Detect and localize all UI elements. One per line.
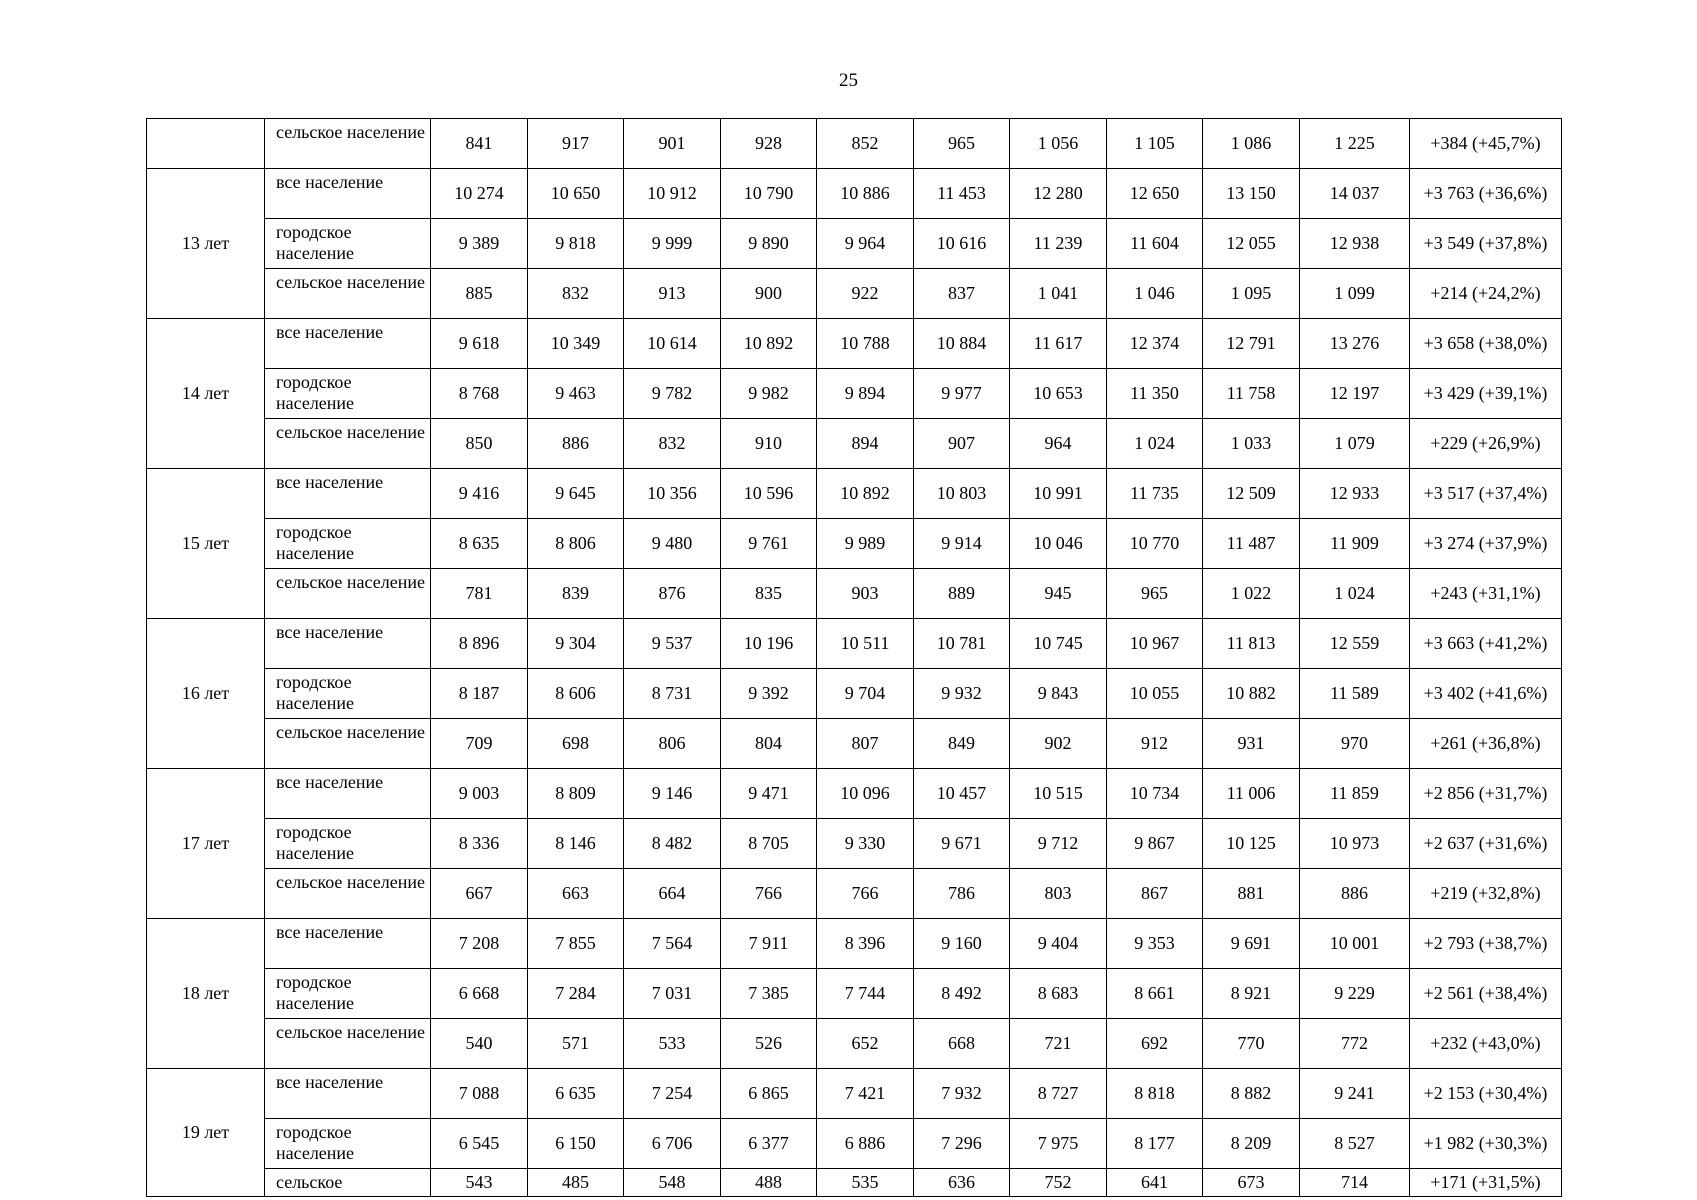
value-cell: 876: [624, 569, 721, 619]
value-cell: 11 604: [1107, 219, 1203, 269]
value-cell: 928: [721, 119, 817, 169]
value-cell: 13 276: [1300, 319, 1410, 369]
value-cell: 902: [1010, 719, 1107, 769]
value-cell: 10 745: [1010, 619, 1107, 669]
change-cell: +261 (+36,8%): [1410, 719, 1562, 769]
value-cell: 9 761: [721, 519, 817, 569]
value-cell: 9 691: [1203, 919, 1300, 969]
change-cell: +3 517 (+37,4%): [1410, 469, 1562, 519]
value-cell: 8 768: [431, 369, 528, 419]
value-cell: 9 704: [817, 669, 914, 719]
value-cell: 7 744: [817, 969, 914, 1019]
value-cell: 12 509: [1203, 469, 1300, 519]
value-cell: 907: [914, 419, 1010, 469]
value-cell: 766: [721, 869, 817, 919]
value-cell: 9 537: [624, 619, 721, 669]
table-row: [147, 669, 1562, 719]
value-cell: 11 006: [1203, 769, 1300, 819]
value-cell: 8 727: [1010, 1069, 1107, 1119]
value-cell: 540: [431, 1019, 528, 1069]
value-cell: 7 031: [624, 969, 721, 1019]
value-cell: 8 146: [528, 819, 624, 869]
population-type-cell: все население: [265, 919, 431, 969]
value-cell: 692: [1107, 1019, 1203, 1069]
value-cell: 10 788: [817, 319, 914, 369]
population-type-cell: городское население: [265, 669, 431, 719]
table-row: [147, 1119, 1562, 1169]
value-cell: 10 991: [1010, 469, 1107, 519]
value-cell: 9 304: [528, 619, 624, 669]
table-row: [147, 119, 1562, 169]
value-cell: 781: [431, 569, 528, 619]
table-row: [147, 1019, 1562, 1069]
value-cell: 12 650: [1107, 169, 1203, 219]
change-cell: +171 (+31,5%): [1410, 1169, 1562, 1197]
value-cell: 10 653: [1010, 369, 1107, 419]
population-type-cell: сельское население: [265, 569, 431, 619]
value-cell: 8 336: [431, 819, 528, 869]
value-cell: 10 967: [1107, 619, 1203, 669]
value-cell: 9 999: [624, 219, 721, 269]
value-cell: 10 274: [431, 169, 528, 219]
value-cell: 922: [817, 269, 914, 319]
value-cell: 1 024: [1107, 419, 1203, 469]
population-type-cell: сельское население: [265, 719, 431, 769]
value-cell: 721: [1010, 1019, 1107, 1069]
table-row: [147, 719, 1562, 769]
population-type-cell: все население: [265, 469, 431, 519]
value-cell: 652: [817, 1019, 914, 1069]
value-cell: 571: [528, 1019, 624, 1069]
value-cell: 1 079: [1300, 419, 1410, 469]
value-cell: 945: [1010, 569, 1107, 619]
table-row: [147, 169, 1562, 219]
value-cell: 10 457: [914, 769, 1010, 819]
value-cell: 11 617: [1010, 319, 1107, 369]
value-cell: 9 843: [1010, 669, 1107, 719]
value-cell: 9 330: [817, 819, 914, 869]
value-cell: 11 909: [1300, 519, 1410, 569]
value-cell: 9 003: [431, 769, 528, 819]
value-cell: 1 056: [1010, 119, 1107, 169]
value-cell: 548: [624, 1169, 721, 1197]
value-cell: 10 614: [624, 319, 721, 369]
change-cell: +3 549 (+37,8%): [1410, 219, 1562, 269]
population-type-cell: все население: [265, 319, 431, 369]
value-cell: 7 975: [1010, 1119, 1107, 1169]
value-cell: 7 088: [431, 1069, 528, 1119]
value-cell: 9 404: [1010, 919, 1107, 969]
value-cell: 12 197: [1300, 369, 1410, 419]
table-row: [147, 1069, 1562, 1119]
value-cell: 8 809: [528, 769, 624, 819]
population-type-cell: городское население: [265, 969, 431, 1019]
value-cell: 10 511: [817, 619, 914, 669]
value-cell: 6 865: [721, 1069, 817, 1119]
value-cell: 1 041: [1010, 269, 1107, 319]
value-cell: 11 239: [1010, 219, 1107, 269]
value-cell: 7 254: [624, 1069, 721, 1119]
value-cell: 889: [914, 569, 1010, 619]
value-cell: 9 671: [914, 819, 1010, 869]
value-cell: 9 982: [721, 369, 817, 419]
change-cell: +2 637 (+31,6%): [1410, 819, 1562, 869]
value-cell: 1 046: [1107, 269, 1203, 319]
value-cell: 10 803: [914, 469, 1010, 519]
population-type-cell: сельское население: [265, 419, 431, 469]
value-cell: 10 884: [914, 319, 1010, 369]
value-cell: 917: [528, 119, 624, 169]
value-cell: 10 892: [817, 469, 914, 519]
value-cell: 9 229: [1300, 969, 1410, 1019]
value-cell: 663: [528, 869, 624, 919]
value-cell: 641: [1107, 1169, 1203, 1197]
value-cell: 526: [721, 1019, 817, 1069]
change-cell: +229 (+26,9%): [1410, 419, 1562, 469]
value-cell: 8 896: [431, 619, 528, 669]
population-table: [146, 118, 1562, 1197]
value-cell: 11 758: [1203, 369, 1300, 419]
value-cell: 766: [817, 869, 914, 919]
value-cell: 11 487: [1203, 519, 1300, 569]
value-cell: 10 790: [721, 169, 817, 219]
value-cell: 10 096: [817, 769, 914, 819]
value-cell: 9 241: [1300, 1069, 1410, 1119]
value-cell: 9 867: [1107, 819, 1203, 869]
value-cell: 7 564: [624, 919, 721, 969]
value-cell: 11 813: [1203, 619, 1300, 669]
value-cell: 664: [624, 869, 721, 919]
value-cell: 12 938: [1300, 219, 1410, 269]
population-type-cell: все население: [265, 169, 431, 219]
value-cell: 894: [817, 419, 914, 469]
value-cell: 10 356: [624, 469, 721, 519]
value-cell: 11 453: [914, 169, 1010, 219]
table-row: [147, 969, 1562, 1019]
value-cell: 832: [624, 419, 721, 469]
value-cell: 867: [1107, 869, 1203, 919]
table-row: [147, 619, 1562, 669]
value-cell: 10 770: [1107, 519, 1203, 569]
value-cell: 835: [721, 569, 817, 619]
value-cell: 10 973: [1300, 819, 1410, 869]
change-cell: +3 402 (+41,6%): [1410, 669, 1562, 719]
value-cell: 8 396: [817, 919, 914, 969]
value-cell: 636: [914, 1169, 1010, 1197]
value-cell: 10 055: [1107, 669, 1203, 719]
value-cell: 1 095: [1203, 269, 1300, 319]
value-cell: 1 022: [1203, 569, 1300, 619]
value-cell: 11 735: [1107, 469, 1203, 519]
value-cell: 806: [624, 719, 721, 769]
value-cell: 9 932: [914, 669, 1010, 719]
population-type-cell: городское население: [265, 819, 431, 869]
value-cell: 770: [1203, 1019, 1300, 1069]
value-cell: 803: [1010, 869, 1107, 919]
value-cell: 543: [431, 1169, 528, 1197]
value-cell: 488: [721, 1169, 817, 1197]
change-cell: +3 663 (+41,2%): [1410, 619, 1562, 669]
change-cell: +232 (+43,0%): [1410, 1019, 1562, 1069]
change-cell: +2 561 (+38,4%): [1410, 969, 1562, 1019]
table-row: [147, 319, 1562, 369]
page-number: 25: [839, 70, 858, 91]
value-cell: 9 353: [1107, 919, 1203, 969]
value-cell: 8 177: [1107, 1119, 1203, 1169]
value-cell: 668: [914, 1019, 1010, 1069]
value-cell: 9 890: [721, 219, 817, 269]
value-cell: 6 706: [624, 1119, 721, 1169]
value-cell: 965: [914, 119, 1010, 169]
value-cell: 7 208: [431, 919, 528, 969]
value-cell: 832: [528, 269, 624, 319]
value-cell: 485: [528, 1169, 624, 1197]
value-cell: 8 482: [624, 819, 721, 869]
value-cell: 10 734: [1107, 769, 1203, 819]
value-cell: 12 933: [1300, 469, 1410, 519]
value-cell: 10 616: [914, 219, 1010, 269]
value-cell: 6 635: [528, 1069, 624, 1119]
value-cell: 9 645: [528, 469, 624, 519]
value-cell: 13 150: [1203, 169, 1300, 219]
age-group-cell: 14 лет: [147, 319, 265, 469]
value-cell: 1 099: [1300, 269, 1410, 319]
value-cell: 533: [624, 1019, 721, 1069]
value-cell: 10 125: [1203, 819, 1300, 869]
value-cell: 6 150: [528, 1119, 624, 1169]
value-cell: 8 818: [1107, 1069, 1203, 1119]
change-cell: +3 658 (+38,0%): [1410, 319, 1562, 369]
value-cell: 7 855: [528, 919, 624, 969]
table-row: [147, 369, 1562, 419]
change-cell: +1 982 (+30,3%): [1410, 1119, 1562, 1169]
value-cell: 667: [431, 869, 528, 919]
table-body: [147, 119, 1562, 1197]
change-cell: +2 793 (+38,7%): [1410, 919, 1562, 969]
table-row: [147, 519, 1562, 569]
value-cell: 1 105: [1107, 119, 1203, 169]
value-cell: 8 806: [528, 519, 624, 569]
value-cell: 8 882: [1203, 1069, 1300, 1119]
value-cell: 8 661: [1107, 969, 1203, 1019]
value-cell: 10 882: [1203, 669, 1300, 719]
value-cell: 8 209: [1203, 1119, 1300, 1169]
value-cell: 9 712: [1010, 819, 1107, 869]
value-cell: 12 055: [1203, 219, 1300, 269]
population-type-cell: сельское население: [265, 269, 431, 319]
value-cell: 931: [1203, 719, 1300, 769]
change-cell: +3 429 (+39,1%): [1410, 369, 1562, 419]
change-cell: +384 (+45,7%): [1410, 119, 1562, 169]
value-cell: 9 782: [624, 369, 721, 419]
age-group-cell: [147, 119, 265, 169]
value-cell: 12 559: [1300, 619, 1410, 669]
value-cell: 11 859: [1300, 769, 1410, 819]
value-cell: 1 086: [1203, 119, 1300, 169]
population-type-cell: городское население: [265, 369, 431, 419]
value-cell: 9 146: [624, 769, 721, 819]
age-group-cell: 19 лет: [147, 1069, 265, 1197]
population-type-cell: сельское население: [265, 1019, 431, 1069]
value-cell: 11 589: [1300, 669, 1410, 719]
value-cell: 9 818: [528, 219, 624, 269]
value-cell: 970: [1300, 719, 1410, 769]
value-cell: 9 618: [431, 319, 528, 369]
value-cell: 12 280: [1010, 169, 1107, 219]
value-cell: 714: [1300, 1169, 1410, 1197]
value-cell: 709: [431, 719, 528, 769]
value-cell: 7 932: [914, 1069, 1010, 1119]
value-cell: 807: [817, 719, 914, 769]
table-row: [147, 219, 1562, 269]
population-type-cell: сельское: [265, 1169, 431, 1197]
value-cell: 752: [1010, 1169, 1107, 1197]
value-cell: 10 196: [721, 619, 817, 669]
value-cell: 7 421: [817, 1069, 914, 1119]
value-cell: 1 033: [1203, 419, 1300, 469]
value-cell: 535: [817, 1169, 914, 1197]
value-cell: 10 515: [1010, 769, 1107, 819]
value-cell: 11 350: [1107, 369, 1203, 419]
value-cell: 12 374: [1107, 319, 1203, 369]
value-cell: 1 225: [1300, 119, 1410, 169]
value-cell: 903: [817, 569, 914, 619]
table-row: [147, 1169, 1562, 1197]
value-cell: 8 731: [624, 669, 721, 719]
age-group-cell: 13 лет: [147, 169, 265, 319]
age-group-cell: 15 лет: [147, 469, 265, 619]
population-type-cell: городское население: [265, 219, 431, 269]
value-cell: 10 886: [817, 169, 914, 219]
value-cell: 673: [1203, 1169, 1300, 1197]
value-cell: 10 912: [624, 169, 721, 219]
value-cell: 881: [1203, 869, 1300, 919]
value-cell: 804: [721, 719, 817, 769]
population-type-cell: городское население: [265, 1119, 431, 1169]
value-cell: 837: [914, 269, 1010, 319]
value-cell: 10 650: [528, 169, 624, 219]
table-row: [147, 469, 1562, 519]
value-cell: 8 683: [1010, 969, 1107, 1019]
age-group-cell: 17 лет: [147, 769, 265, 919]
value-cell: 698: [528, 719, 624, 769]
value-cell: 12 791: [1203, 319, 1300, 369]
value-cell: 10 046: [1010, 519, 1107, 569]
value-cell: 912: [1107, 719, 1203, 769]
value-cell: 6 668: [431, 969, 528, 1019]
value-cell: 7 385: [721, 969, 817, 1019]
value-cell: 910: [721, 419, 817, 469]
value-cell: 849: [914, 719, 1010, 769]
value-cell: 901: [624, 119, 721, 169]
value-cell: 9 480: [624, 519, 721, 569]
value-cell: 7 911: [721, 919, 817, 969]
table-row: [147, 769, 1562, 819]
population-type-cell: сельское население: [265, 869, 431, 919]
value-cell: 9 977: [914, 369, 1010, 419]
value-cell: 8 635: [431, 519, 528, 569]
age-group-cell: 16 лет: [147, 619, 265, 769]
value-cell: 772: [1300, 1019, 1410, 1069]
change-cell: +3 274 (+37,9%): [1410, 519, 1562, 569]
value-cell: 10 892: [721, 319, 817, 369]
value-cell: 14 037: [1300, 169, 1410, 219]
value-cell: 7 284: [528, 969, 624, 1019]
value-cell: 10 349: [528, 319, 624, 369]
value-cell: 886: [1300, 869, 1410, 919]
change-cell: +214 (+24,2%): [1410, 269, 1562, 319]
value-cell: 852: [817, 119, 914, 169]
change-cell: +2 153 (+30,4%): [1410, 1069, 1562, 1119]
value-cell: 886: [528, 419, 624, 469]
population-type-cell: сельское население: [265, 119, 431, 169]
change-cell: +219 (+32,8%): [1410, 869, 1562, 919]
change-cell: +3 763 (+36,6%): [1410, 169, 1562, 219]
value-cell: 8 187: [431, 669, 528, 719]
value-cell: 9 392: [721, 669, 817, 719]
value-cell: 6 545: [431, 1119, 528, 1169]
table-row: [147, 869, 1562, 919]
value-cell: 964: [1010, 419, 1107, 469]
value-cell: 8 921: [1203, 969, 1300, 1019]
value-cell: 841: [431, 119, 528, 169]
value-cell: 8 705: [721, 819, 817, 869]
value-cell: 9 463: [528, 369, 624, 419]
value-cell: 850: [431, 419, 528, 469]
value-cell: 885: [431, 269, 528, 319]
population-type-cell: все население: [265, 1069, 431, 1119]
value-cell: 9 989: [817, 519, 914, 569]
population-type-cell: все население: [265, 769, 431, 819]
value-cell: 10 596: [721, 469, 817, 519]
table-row: [147, 819, 1562, 869]
value-cell: 9 471: [721, 769, 817, 819]
table-row: [147, 919, 1562, 969]
value-cell: 8 527: [1300, 1119, 1410, 1169]
value-cell: 8 606: [528, 669, 624, 719]
value-cell: 6 886: [817, 1119, 914, 1169]
value-cell: 6 377: [721, 1119, 817, 1169]
value-cell: 10 001: [1300, 919, 1410, 969]
value-cell: 8 492: [914, 969, 1010, 1019]
value-cell: 1 024: [1300, 569, 1410, 619]
value-cell: 9 914: [914, 519, 1010, 569]
value-cell: 9 894: [817, 369, 914, 419]
table-row: [147, 419, 1562, 469]
population-type-cell: все население: [265, 619, 431, 669]
value-cell: 9 160: [914, 919, 1010, 969]
value-cell: 900: [721, 269, 817, 319]
value-cell: 839: [528, 569, 624, 619]
table-row: [147, 569, 1562, 619]
value-cell: 9 416: [431, 469, 528, 519]
value-cell: 10 781: [914, 619, 1010, 669]
age-group-cell: 18 лет: [147, 919, 265, 1069]
value-cell: 9 964: [817, 219, 914, 269]
change-cell: +243 (+31,1%): [1410, 569, 1562, 619]
value-cell: 913: [624, 269, 721, 319]
value-cell: 965: [1107, 569, 1203, 619]
change-cell: +2 856 (+31,7%): [1410, 769, 1562, 819]
table-row: [147, 269, 1562, 319]
value-cell: 7 296: [914, 1119, 1010, 1169]
population-type-cell: городское население: [265, 519, 431, 569]
value-cell: 9 389: [431, 219, 528, 269]
value-cell: 786: [914, 869, 1010, 919]
